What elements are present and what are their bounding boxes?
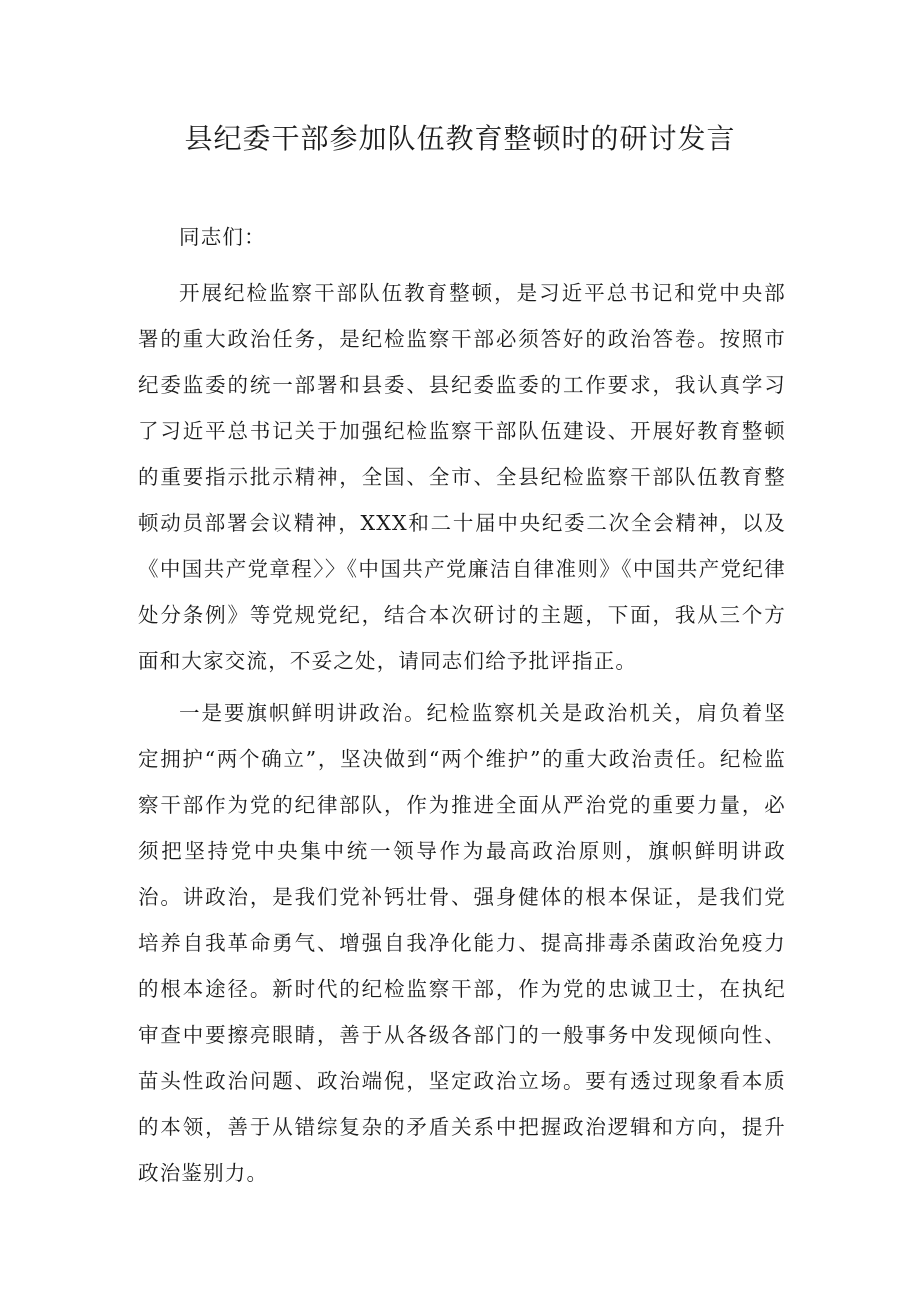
salutation: 同志们： bbox=[179, 225, 266, 249]
document-body bbox=[138, 214, 786, 1196]
body-paragraph: 一是要旗帜鲜明讲政治。纪检监察机关是政治机关，肩负着坚定拥护“两个确立”，坚决做到“两个维护”的重大政治责任。纪检监察干部作为党的纪律部队，作为推进全面从严治党的重要力量，必须把坚持党中央集中统一领导作为最高政治原则，旗帜鲜明讲政治。讲政治，是我们党补钙壮骨、强身健体的根本保证，是我们党培养自我革命勇气、增强自我净化能力、提高排毒杀菌政治免疫力的根本途径。新时代的纪检监察干部，作为党的忠诚卫士，在执纪审查中要擦亮眼睛，善于从各级各部门的一般事务中发现倾向性、苗头性政治问题、政治端倪，坚定政治立场。要有透过现象看本质的本领，善于从错综复杂的矛盾关系中把握政治逻辑和方向，提升政治鉴别力。 bbox=[138, 701, 786, 1185]
document-title: 县纪委干部参加队伍教育整顿时的研讨发言 bbox=[184, 122, 736, 155]
body-paragraph: 开展纪检监察干部队伍教育整顿，是习近平总书记和党中央部署的重大政治任务，是纪检监察干部必须答好的政治答卷。按照市纪委监委的统一部署和县委、县纪委监委的工作要求，我认真学习了习近平总书记关于加强纪检监察干部队伍建设、开展好教育整顿的重要指示批示精神，全国、全市、全县纪检监察干部队伍教育整顿动员部署会议精神，XXX和二十届中央纪委二次全会精神，以及《中国共产党章程〉〉《中国共产党廉洁自律准则》《中国共产党纪律处分条例》等党规党纪，结合本次研讨的主题，下面，我从三个方面和大家交流，不妥之处，请同志们给予批评指正。 bbox=[138, 281, 786, 673]
